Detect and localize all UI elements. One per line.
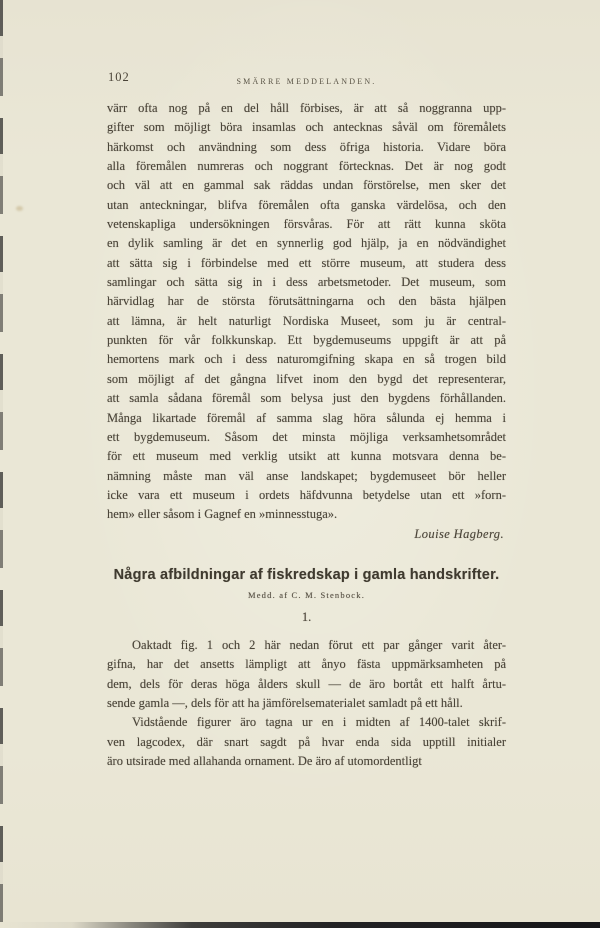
- text-line: att samla sådana föremål som belysa just den bygdens förhållanden.: [107, 391, 506, 406]
- paragraph: [107, 713, 506, 771]
- scan-edge-left: [0, 0, 3, 928]
- article-byline: Medd. af C. M. Stenbock.: [247, 589, 366, 600]
- text-line: hem» eller såsom i Gagnef en »minnesstuga».: [107, 507, 338, 522]
- running-head-title: SMÄRRE MEDDELANDEN.: [236, 77, 377, 86]
- text-line: Många likartade föremål af samma slag höra sålunda ej hemma i: [107, 410, 506, 425]
- text-line: nämning måste man väl anse landskapet; bygdemuseet bör heller: [107, 468, 506, 483]
- article-title: Några afbildningar af fiskredskap i gamla handskrifter.: [113, 566, 500, 583]
- text-line: samlingar och sätta sig in i dess arbetsmetoder. Det museum, som: [107, 275, 506, 290]
- text-line: och väl att en gammal sak räddas undan förstörelse, men sker det: [107, 178, 506, 193]
- text-line: gifna, har det ansetts lämpligt att ånyo fästa uppmärksamheten på: [107, 657, 506, 672]
- text-line: vetenskapliga undersökningen försvåras. För att rätt kunna sköta: [107, 217, 506, 232]
- text-line: gifter som möjligt böra insamlas och antecknas såväl om föremålets: [107, 120, 506, 135]
- paragraph-continuation: [107, 99, 506, 525]
- text-line: att sätta sig i förbindelse med ett större museum, att studera dess: [107, 255, 506, 270]
- text-line: alla föremålen numreras och noggrant förtecknas. Det är nog godt: [107, 159, 506, 174]
- text-line: punkten för vår folkkunskap. Ett bygdemuseums uppgift är att på: [107, 333, 506, 348]
- text-column: [107, 99, 506, 771]
- text-line: värr ofta nog på en del håll förbises, är att så noggranna upp-: [107, 101, 506, 115]
- text-line: sende gamla —, dels för att ha jämförelsematerialet samladt på ett håll.: [107, 695, 463, 710]
- text-line: härvidlag har de största förutsättningarna och den bästa hjälpen: [107, 294, 506, 309]
- paper-stain: [16, 206, 23, 211]
- text-line: utan anteckningar, blifva föremålen ofta ganska värdelösa, och den: [107, 197, 506, 212]
- text-line: Oaktadt fig. 1 och 2 här nedan förut ett par gånger varit åter-: [132, 637, 506, 652]
- text-line: för ett museum med verklig utsikt att kunna motsvara denna be-: [107, 449, 506, 464]
- scan-edge-bottom: [0, 922, 600, 928]
- text-line: att lämna, är helt naturligt Nordiska Museet, som ju är central-: [107, 313, 506, 328]
- text-line: Vidstående figurer äro tagna ur en i midten af 1400-talet skrif-: [132, 715, 506, 730]
- text-line: en dylik samling är det en synnerlig god hjälp, ja en nödvändighet: [107, 236, 506, 251]
- text-line: ven lagcodex, där snart sagdt på hvar enda sida upptill initialer: [107, 734, 506, 749]
- paragraph: [107, 636, 506, 713]
- text-line: härkomst och användning som dess öfriga historia. Vidare böra: [107, 139, 506, 154]
- text-line: som möjligt af det gångna lifvet inom den bygd det representerar,: [107, 371, 506, 386]
- author-signature: Louise Hagberg.: [414, 526, 504, 541]
- text-line: ett bygdemuseum. Såsom det minsta möjliga verksamhetsområdet: [107, 429, 506, 444]
- text-line: hemortens mark och i dess naturomgifning skapa en så trogen bild: [107, 352, 506, 367]
- page-number: 102: [108, 70, 130, 84]
- running-head: [107, 71, 506, 89]
- text-line: äro utsirade med allahanda ornament. De äro af utomordentligt: [107, 753, 422, 768]
- text-line: dem, dels för deras höga ålders skull — de äro bortåt ett halft årtu-: [107, 676, 506, 691]
- section-number: 1.: [301, 609, 312, 624]
- text-line: icke vara ett museum i ordets häfdvunna betydelse utan ett »forn-: [107, 487, 506, 502]
